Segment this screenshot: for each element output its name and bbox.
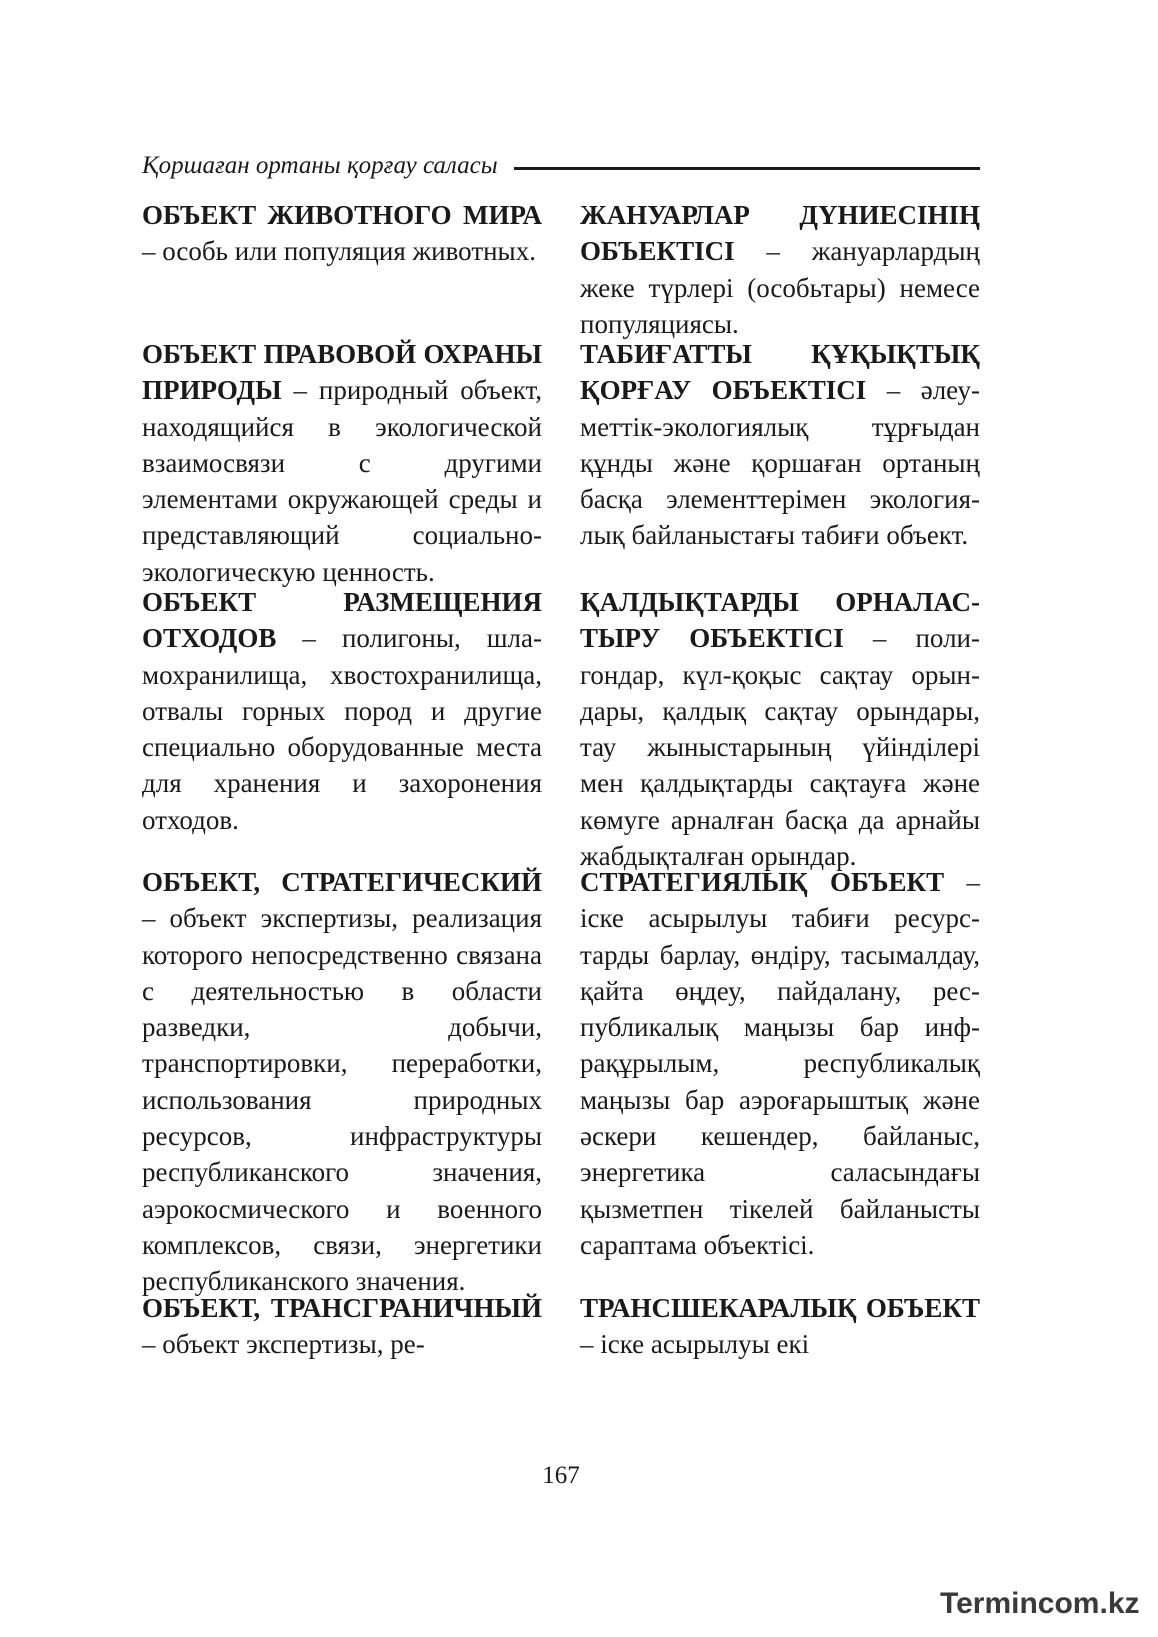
entry-term: ЖАНУАРЛАР ДҮНИЕСІНІҢ ОБЪЕКТІСІ [580, 200, 980, 267]
entry-term: ҚАЛДЫҚТАРДЫ ОРНАЛАСТЫРУ ОБЪЕКТІСІ [580, 587, 980, 654]
entry [580, 197, 980, 342]
entry-term: ТАБИҒАТТЫ ҚҰҚЫҚТЫҚ ҚОРҒАУ ОБЪЕКТІСІ [580, 339, 980, 406]
entry-term: СТРАТЕГИЯЛЫҚ ОБЪЕКТ [580, 867, 945, 897]
entry-term: ТРАНСШЕКАРАЛЫҚ ОБЪЕКТ [580, 1293, 980, 1323]
entry-term: ОБЪЕКТ ЖИВОТНОГО МИРА [142, 200, 542, 230]
entry-term: ОБЪЕКТ ПРАВОВОЙ ОХРАНЫ ПРИРОДЫ [142, 339, 542, 406]
entry [142, 584, 542, 838]
entry [580, 1290, 980, 1363]
entry-term: ОБЪЕКТ РАЗМЕЩЕНИЯ ОТХОДОВ [142, 587, 542, 654]
entry [142, 864, 542, 1300]
entry [580, 864, 980, 1263]
running-header [142, 146, 980, 186]
header-title: Қоршаған ортаны қорғау саласы [142, 152, 498, 179]
entry-definition: – полигондар, күл-қоқыс сақтау орындары, қалдық сақтау орындары, тау жыныстарының үйінділері мен қалдықтарды сақтауға және көмуге арналған басқа да арнайы жабдықталған орындар. [580, 623, 980, 872]
entry-definition: – объект экспертизы, ре- [142, 1329, 425, 1360]
entry-definition: – әлеуметтік-экологиялық тұрғыдан құнды және қоршаған ортаның басқа элементтерімен экологиялық байланыстағы табиғи объект. [580, 375, 980, 551]
page-number: 167 [542, 1462, 580, 1489]
entry-term: ОБЪЕКТ, ТРАНСГРАНИЧНЫЙ [142, 1293, 542, 1323]
entry [142, 1290, 542, 1363]
entry [580, 584, 980, 874]
site-watermark-logo: Termincom.kz [940, 1587, 1140, 1620]
entry-definition: – жануарлардың жеке түрлері (особьтары) немесе популяциясы. [580, 236, 980, 339]
entry-definition: – іске асырылуы екі [580, 1329, 810, 1360]
entry-definition: – природный объект, находящийся в экологической взаимосвязи с другими элементами окружающей среды и представляющий социально-экологическую ценность. [142, 375, 542, 587]
entry-definition: – особь или популяция животных. [142, 236, 536, 267]
entry-definition: – объект экспертизы, реализация которого непосредственно связана с деятельностью в области разведки, добычи, транспортировки, переработки, использования природных ресурсов, инфраструктуры республиканского значения, аэрокосмического и военного комплексов, связи, энергетики республиканского значения. [142, 903, 542, 1297]
entry [580, 336, 980, 554]
entry [142, 336, 542, 590]
header-rule [514, 167, 980, 170]
entry-definition: – іске асырылуы табиғи ресурстарды барлау, өндіру, тасымалдау, қайта өңдеу, пайдалану, республикалық маңызы бар инфрақұрылым, республикалық маңызы бар аэроғарыштық және әскери кешендер, байланыс, энергетика саласындағы қызметпен тікелей байланысты сараптама объектісі. [580, 867, 980, 1260]
entry [142, 197, 542, 270]
entry-definition: – полигоны, шламохранилища, хвостохранилища, отвалы горных пород и другие специально оборудованные места для хранения и захоронения отходов. [142, 623, 542, 835]
entry-term: ОБЪЕКТ, СТРАТЕГИЧЕСКИЙ [142, 867, 542, 897]
